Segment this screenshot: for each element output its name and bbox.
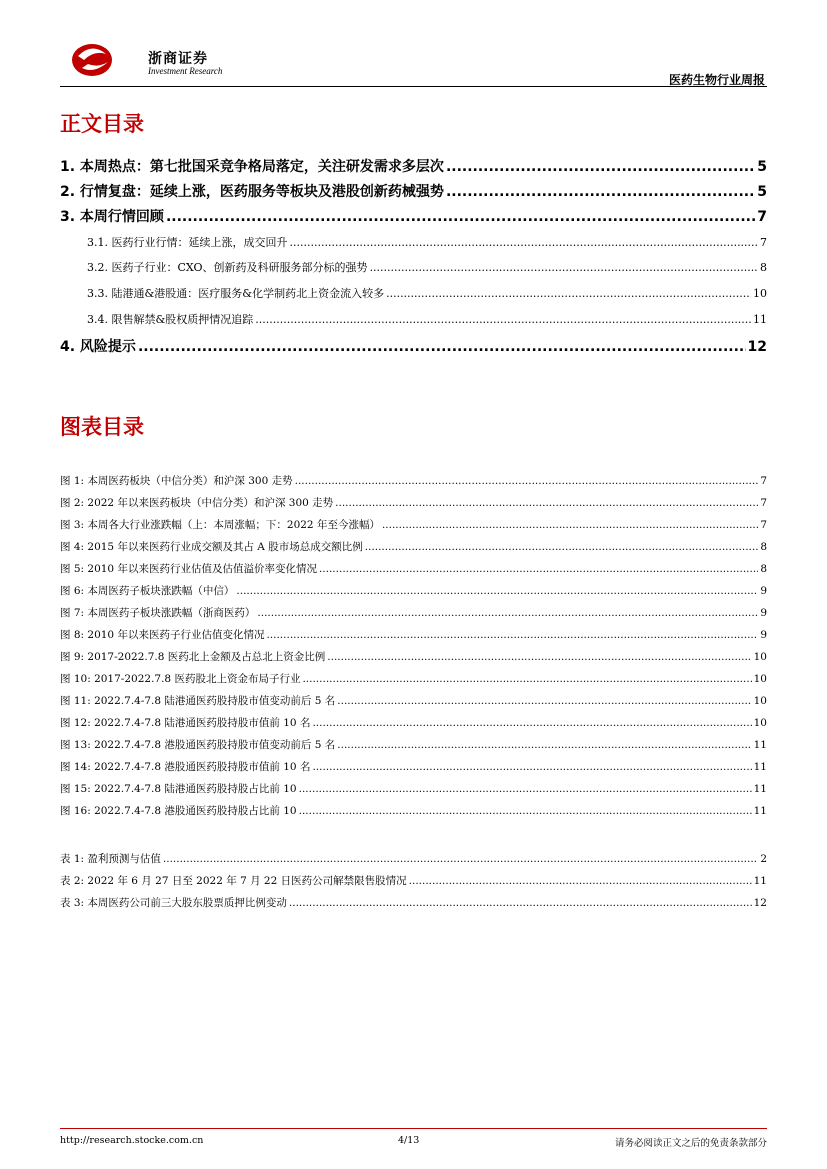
toc-subentry[interactable]: 3.3. 陆港通&港股通：医疗服务&化学制药北上资金流入较多 ..... 10 bbox=[87, 285, 767, 301]
figure-entry[interactable]: 图 11: 2022.7.4-7.8 陆港通医药股持股市值变动前后 5 名 ..... 10 bbox=[60, 693, 767, 708]
brand-subtitle: Investment Research bbox=[148, 66, 223, 76]
brand-name: 浙商证券 bbox=[148, 51, 208, 67]
figure-entry[interactable]: 图 16: 2022.7.4-7.8 港股通医药股持股占比前 10 ..... 11 bbox=[60, 803, 767, 818]
toc-entry[interactable]: 3. 本周行情回顾 ..... 7 bbox=[60, 206, 767, 226]
figure-entry[interactable]: 图 2: 2022 年以来医药板块（中信分类）和沪深 300 走势 ..... 7 bbox=[60, 495, 767, 510]
header-divider bbox=[60, 86, 767, 87]
toc-title: 正文目录 bbox=[60, 112, 144, 136]
footer-url-link[interactable]: http://research.stocke.com.cn bbox=[60, 1135, 204, 1146]
figure-entry[interactable]: 图 8: 2010 年以来医药子行业估值变化情况 ..... 9 bbox=[60, 627, 767, 642]
figure-entry[interactable]: 图 5: 2010 年以来医药行业估值及估值溢价率变化情况 ..... 8 bbox=[60, 561, 767, 576]
company-logo-icon bbox=[68, 38, 116, 78]
figure-entry[interactable]: 图 14: 2022.7.4-7.8 港股通医药股持股市值前 10 名 ..... 11 bbox=[60, 759, 767, 774]
toc-entry[interactable]: 4. 风险提示 ..... 12 bbox=[60, 336, 767, 356]
toc-subentry[interactable]: 3.1. 医药行业行情：延续上涨，成交回升 ..... 7 bbox=[87, 234, 767, 250]
figure-entry[interactable]: 图 4: 2015 年以来医药行业成交额及其占 A 股市场总成交额比例 ..... 8 bbox=[60, 539, 767, 554]
figure-entry[interactable]: 图 13: 2022.7.4-7.8 港股通医药股持股市值变动前后 5 名 ..... 11 bbox=[60, 737, 767, 752]
figure-entry[interactable]: 图 10: 2017-2022.7.8 医药股北上资金布局子行业 ..... 10 bbox=[60, 671, 767, 686]
footer-disclaimer: 请务必阅读正文之后的免责条款部分 bbox=[614, 1138, 767, 1149]
figure-entry[interactable]: 图 3: 本周各大行业涨跌幅（上：本周涨幅；下：2022 年至今涨幅） ..... 7 bbox=[60, 517, 767, 532]
figure-entry[interactable]: 图 1: 本周医药板块（中信分类）和沪深 300 走势 ..... 7 bbox=[60, 473, 767, 488]
report-type: 医药生物行业周报 bbox=[668, 73, 765, 87]
footer-divider bbox=[60, 1128, 767, 1129]
table-entry[interactable]: 表 3: 本周医药公司前三大股东股票质押比例变动 ..... 12 bbox=[60, 895, 767, 910]
figure-entry[interactable]: 图 9: 2017-2022.7.8 医药北上金额及占总北上资金比例 ..... 10 bbox=[60, 649, 767, 664]
figure-entry[interactable]: 图 6: 本周医药子板块涨跌幅（中信） ..... 9 bbox=[60, 583, 767, 598]
toc-entry[interactable]: 2. 行情复盘：延续上涨，医药服务等板块及港股创新药械强势 ..... 5 bbox=[60, 181, 767, 201]
toc-entry[interactable]: 1. 本周热点：第七批国采竞争格局落定，关注研发需求多层次 ..... 5 bbox=[60, 156, 767, 176]
table-entry[interactable]: 表 1: 盈利预测与估值 ..... 2 bbox=[60, 851, 767, 866]
toc-subentry[interactable]: 3.2. 医药子行业：CXO、创新药及科研服务部分标的强势 ..... 8 bbox=[87, 259, 767, 275]
figure-entry[interactable]: 图 12: 2022.7.4-7.8 陆港通医药股持股市值前 10 名 ..... 10 bbox=[60, 715, 767, 730]
figure-entry[interactable]: 图 15: 2022.7.4-7.8 陆港通医药股持股占比前 10 ..... 11 bbox=[60, 781, 767, 796]
figure-entry[interactable]: 图 7: 本周医药子板块涨跌幅（浙商医药） ..... 9 bbox=[60, 605, 767, 620]
page-number: 4/13 bbox=[398, 1135, 420, 1146]
table-entry[interactable]: 表 2: 2022 年 6 月 27 日至 2022 年 7 月 22 日医药公司解禁限售股情况 ..... 11 bbox=[60, 873, 767, 888]
figures-title: 图表目录 bbox=[60, 415, 144, 439]
toc-subentry[interactable]: 3.4. 限售解禁&股权质押情况追踪 ..... 11 bbox=[87, 311, 767, 327]
page-header bbox=[60, 38, 767, 88]
